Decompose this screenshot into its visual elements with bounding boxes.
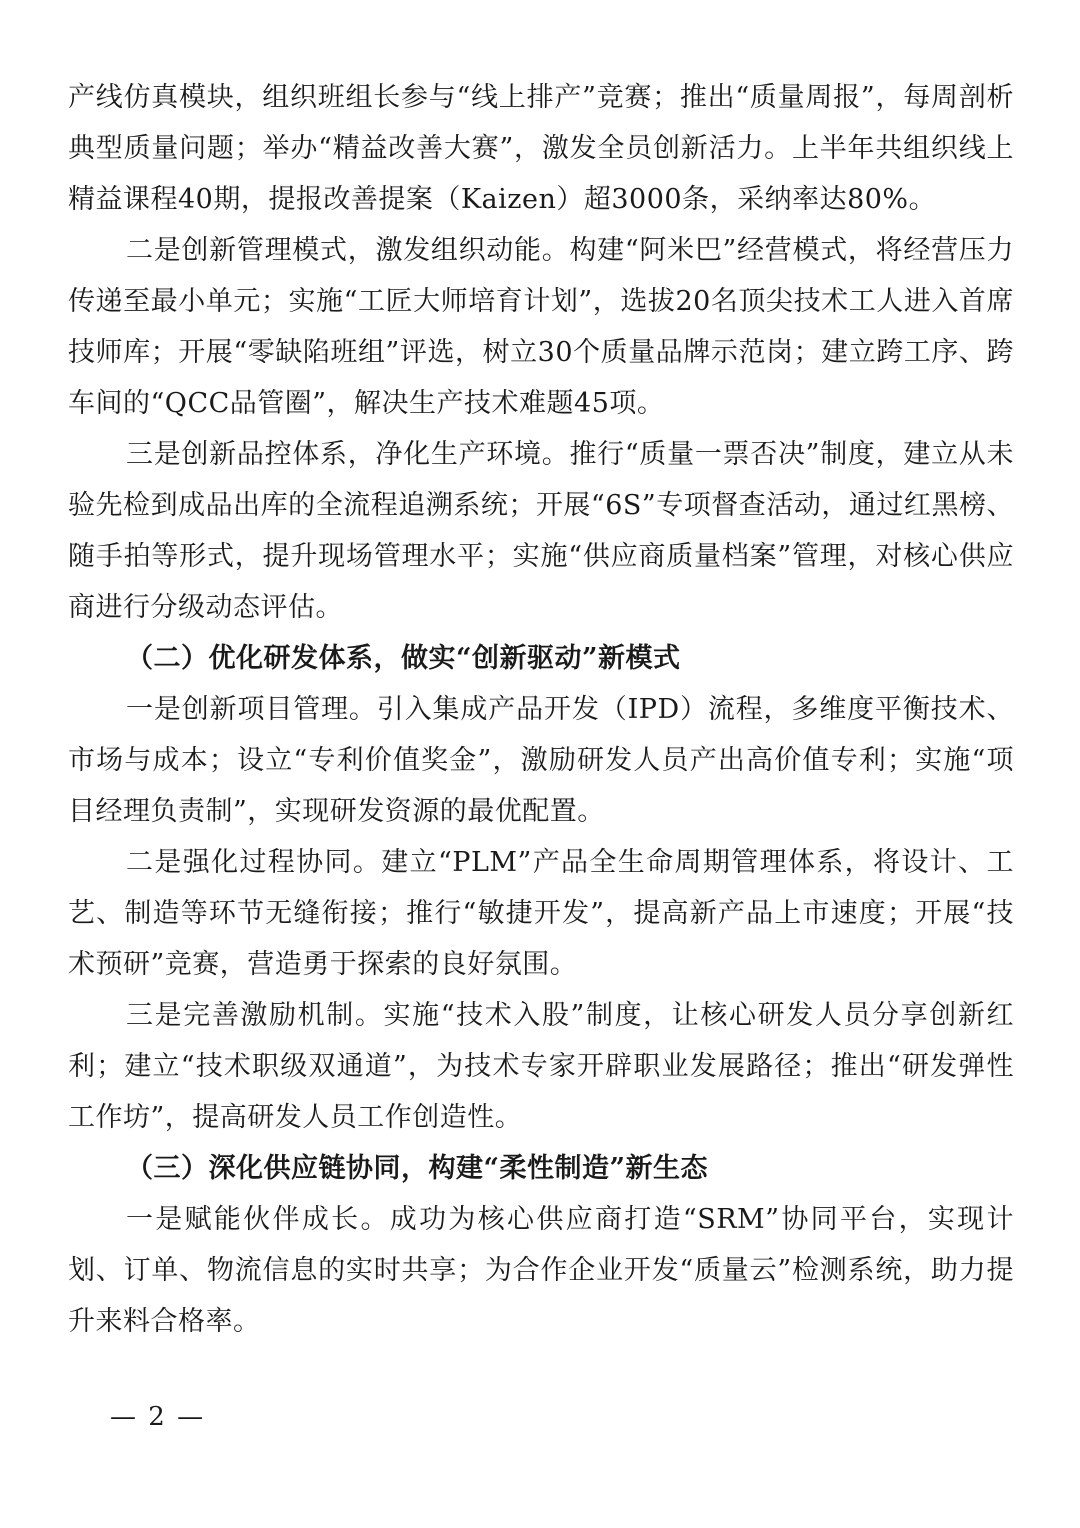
paragraph-project-management: 一是创新项目管理。引入集成产品开发（IPD）流程，多维度平衡技术、市场与成本；设立“专利价值奖金”，激励研发人员产出高价值专利；实施“项目经理负责制”，实现研发资源的最优配置。 — [68, 694, 1014, 827]
document-body — [68, 72, 1014, 1347]
page-number: — 2 — — [110, 1402, 206, 1432]
paragraph-incentive-mechanism: 三是完善激励机制。实施“技术入股”制度，让核心研发人员分享创新红利；建立“技术职级双通道”，为技术专家开辟职业发展路径；推出“研发弹性工作坊”，提高研发人员工作创造性。 — [68, 1000, 1014, 1133]
section-heading-supply-chain: （三）深化供应链协同，构建“柔性制造”新生态 — [126, 1153, 709, 1184]
paragraph-process-collaboration: 二是强化过程协同。建立“PLM”产品全生命周期管理体系，将设计、工艺、制造等环节无缝衔接；推行“敏捷开发”，提高新产品上市速度；开展“技术预研”竞赛，营造勇于探索的良好氛围。 — [68, 847, 1014, 980]
paragraph-partner-growth: 一是赋能伙伴成长。成功为核心供应商打造“SRM”协同平台，实现计划、订单、物流信息的实时共享；为合作企业开发“质量云”检测系统，助力提升来料合格率。 — [68, 1204, 1014, 1337]
paragraph-quality-control: 三是创新品控体系，净化生产环境。推行“质量一票否决”制度，建立从未验先检到成品出库的全流程追溯系统；开展“6S”专项督查活动，通过红黑榜、随手拍等形式，提升现场管理水平；实施“供应商质量档案”管理，对核心供应商进行分级动态评估。 — [68, 439, 1014, 623]
paragraph-management-mode: 二是创新管理模式，激发组织动能。构建“阿米巴”经营模式，将经营压力传递至最小单元；实施“工匠大师培育计划”，选拔20名顶尖技术工人进入首席技师库；开展“零缺陷班组”评选，树立30个质量品牌示范岗；建立跨工序、跨车间的“QCC品管圈”，解决生产技术难题45项。 — [68, 235, 1014, 419]
paragraph-continuation: 产线仿真模块，组织班组长参与“线上排产”竞赛；推出“质量周报”，每周剖析典型质量问题；举办“精益改善大赛”，激发全员创新活力。上半年共组织线上精益课程40期，提报改善提案（Kaizen）超3000条，采纳率达80%。 — [68, 82, 1014, 215]
section-heading-rd: （二）优化研发体系，做实“创新驱动”新模式 — [126, 643, 681, 674]
